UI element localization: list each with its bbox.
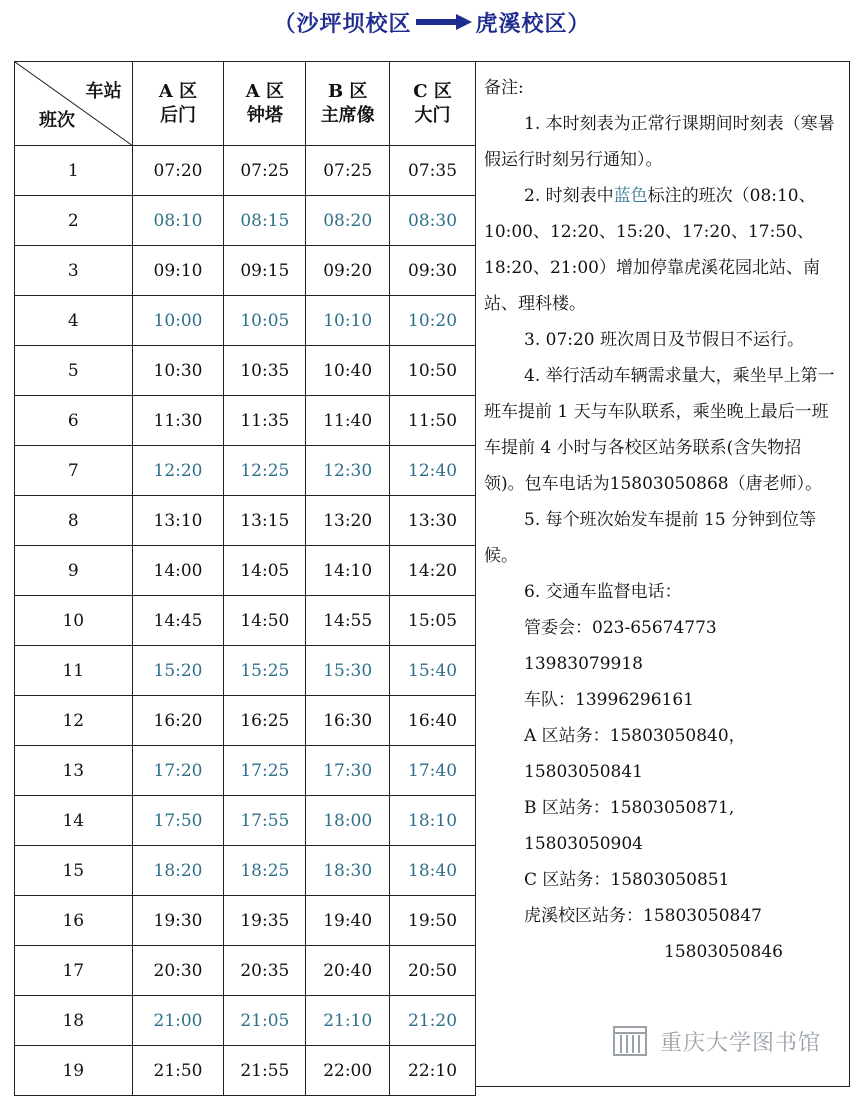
page-title xyxy=(273,7,590,38)
trip-number-cell: 2 xyxy=(15,196,133,246)
departure-time-cell: 18:10 xyxy=(390,796,476,846)
departure-time-cell: 20:50 xyxy=(390,946,476,996)
trip-number-cell: 15 xyxy=(15,846,133,896)
departure-time-cell: 19:50 xyxy=(390,896,476,946)
library-watermark xyxy=(610,1021,821,1061)
note-3: 3. 07:20 班次周日及节假日不运行。 xyxy=(524,330,805,350)
trip-number-cell: 7 xyxy=(15,446,133,496)
table-row xyxy=(15,546,476,596)
table-row xyxy=(15,846,476,896)
trip-number-cell: 4 xyxy=(15,296,133,346)
station-header xyxy=(306,62,390,146)
departure-time-cell: 15:25 xyxy=(224,646,306,696)
departure-time-cell: 19:40 xyxy=(306,896,390,946)
departure-time-cell: 10:10 xyxy=(306,296,390,346)
table-row xyxy=(15,296,476,346)
table-row xyxy=(15,346,476,396)
departure-time-cell: 17:20 xyxy=(132,746,224,796)
table-row xyxy=(15,446,476,496)
trip-number-cell: 5 xyxy=(15,346,133,396)
note-4: 4. 举行活动车辆需求量大，乘坐早上第一班车提前 1 天与车队联系，乘坐晚上最后一班车提前 4 小时与各校区站务联系(含失物招领)。包车电话为15803050868（唐老师）。 xyxy=(484,366,835,494)
departure-time-cell: 09:10 xyxy=(132,246,224,296)
trip-number-cell: 1 xyxy=(15,146,133,196)
note-2-text: 2. 时刻表中 xyxy=(524,186,614,206)
departure-time-cell: 20:40 xyxy=(306,946,390,996)
departure-time-cell: 22:10 xyxy=(390,1046,476,1096)
timetable-body xyxy=(15,146,476,1096)
departure-time-cell: 08:10 xyxy=(132,196,224,246)
trip-number-cell: 18 xyxy=(15,996,133,1046)
trip-number-cell: 19 xyxy=(15,1046,133,1096)
departure-time-cell: 11:50 xyxy=(390,396,476,446)
departure-time-cell: 15:30 xyxy=(306,646,390,696)
table-row xyxy=(15,746,476,796)
departure-time-cell: 13:20 xyxy=(306,496,390,546)
contact-line: 车队：13996296161 xyxy=(524,690,694,710)
station-zone: A 区 xyxy=(158,80,198,102)
title-bar xyxy=(0,0,864,44)
departure-time-cell: 17:55 xyxy=(224,796,306,846)
table-row xyxy=(15,646,476,696)
departure-time-cell: 11:35 xyxy=(224,396,306,446)
departure-time-cell: 17:30 xyxy=(306,746,390,796)
title-from: （沙坪坝校区 xyxy=(273,11,412,37)
departure-time-cell: 17:40 xyxy=(390,746,476,796)
departure-time-cell: 15:20 xyxy=(132,646,224,696)
departure-time-cell: 09:20 xyxy=(306,246,390,296)
trip-number-cell: 17 xyxy=(15,946,133,996)
departure-time-cell: 19:35 xyxy=(224,896,306,946)
departure-time-cell: 21:10 xyxy=(306,996,390,1046)
departure-time-cell: 21:50 xyxy=(132,1046,224,1096)
station-header xyxy=(224,62,306,146)
trip-number-cell: 16 xyxy=(15,896,133,946)
departure-time-cell: 16:40 xyxy=(390,696,476,746)
note-1: 1. 本时刻表为正常行课期间时刻表（寒暑假运行时刻另行通知）。 xyxy=(484,114,835,170)
departure-time-cell: 14:50 xyxy=(224,596,306,646)
departure-time-cell: 12:40 xyxy=(390,446,476,496)
contact-line: 虎溪校区站务：15803050847 xyxy=(524,906,762,926)
station-name: 大门 xyxy=(414,104,451,126)
departure-time-cell: 14:55 xyxy=(306,596,390,646)
departure-time-cell: 10:40 xyxy=(306,346,390,396)
contact-line: 管委会：023-65674773 13983079918 xyxy=(524,618,717,674)
contact-line: B 区站务：15803050871, 15803050904 xyxy=(524,798,735,854)
notes-panel xyxy=(476,61,850,1087)
departure-time-cell: 07:25 xyxy=(306,146,390,196)
departure-time-cell: 18:00 xyxy=(306,796,390,846)
trip-number-cell: 14 xyxy=(15,796,133,846)
trip-number-cell: 8 xyxy=(15,496,133,546)
right-arrow-icon xyxy=(416,14,472,30)
departure-time-cell: 13:30 xyxy=(390,496,476,546)
contact-line: C 区站务：15803050851 xyxy=(524,870,730,890)
departure-time-cell: 21:20 xyxy=(390,996,476,1046)
departure-time-cell: 17:50 xyxy=(132,796,224,846)
note-6: 6. 交通车监督电话： xyxy=(524,582,682,602)
departure-time-cell: 18:30 xyxy=(306,846,390,896)
station-zone: C 区 xyxy=(413,80,452,102)
note-5: 5. 每个班次始发车提前 15 分钟到位等候。 xyxy=(484,510,817,566)
table-row xyxy=(15,496,476,546)
departure-time-cell: 08:20 xyxy=(306,196,390,246)
trip-number-cell: 10 xyxy=(15,596,133,646)
note-2-blue-word: 蓝色 xyxy=(613,186,648,206)
departure-time-cell: 18:40 xyxy=(390,846,476,896)
table-row xyxy=(15,246,476,296)
station-zone: B 区 xyxy=(327,80,368,102)
departure-time-cell: 14:45 xyxy=(132,596,224,646)
note-2 xyxy=(484,178,839,322)
trip-number-cell: 3 xyxy=(15,246,133,296)
table-row xyxy=(15,146,476,196)
departure-time-cell: 20:35 xyxy=(224,946,306,996)
departure-time-cell: 14:00 xyxy=(132,546,224,596)
departure-time-cell: 21:00 xyxy=(132,996,224,1046)
title-to: 虎溪校区） xyxy=(475,11,591,37)
table-row xyxy=(15,596,476,646)
table-row xyxy=(15,696,476,746)
notes-heading: 备注: xyxy=(484,78,524,98)
departure-time-cell: 10:05 xyxy=(224,296,306,346)
contact-line: 15803050846 xyxy=(664,942,783,962)
departure-time-cell: 21:05 xyxy=(224,996,306,1046)
departure-time-cell: 10:30 xyxy=(132,346,224,396)
departure-time-cell: 15:05 xyxy=(390,596,476,646)
departure-time-cell: 10:50 xyxy=(390,346,476,396)
departure-time-cell: 12:25 xyxy=(224,446,306,496)
station-header xyxy=(390,62,476,146)
departure-time-cell: 10:20 xyxy=(390,296,476,346)
departure-time-cell: 14:10 xyxy=(306,546,390,596)
departure-time-cell: 18:25 xyxy=(224,846,306,896)
table-row xyxy=(15,196,476,246)
station-name: 后门 xyxy=(160,104,196,126)
departure-time-cell: 13:10 xyxy=(132,496,224,546)
note-2-text-rest: 标注的班次（08:10、10:00、12:20、15:20、17:20、17:50、18:20、21:00）增加停靠虎溪花园北站、南站、理科楼。 xyxy=(484,186,820,314)
departure-time-cell: 15:40 xyxy=(390,646,476,696)
departure-time-cell: 16:30 xyxy=(306,696,390,746)
departure-time-cell: 20:30 xyxy=(132,946,224,996)
contact-line: A 区站务：15803050840，15803050841 xyxy=(524,726,746,782)
departure-time-cell: 09:15 xyxy=(224,246,306,296)
station-name: 主席像 xyxy=(320,104,375,126)
table-row xyxy=(15,396,476,446)
library-logo-icon xyxy=(610,1021,650,1061)
trip-number-cell: 11 xyxy=(15,646,133,696)
station-header xyxy=(132,62,224,146)
table-row xyxy=(15,946,476,996)
departure-time-cell: 11:30 xyxy=(132,396,224,446)
table-row xyxy=(15,896,476,946)
trip-axis-label: 班次 xyxy=(39,110,75,131)
trip-number-cell: 6 xyxy=(15,396,133,446)
timetable xyxy=(14,61,476,1096)
departure-time-cell: 07:35 xyxy=(390,146,476,196)
watermark-text: 重庆大学图书馆 xyxy=(660,1030,822,1056)
departure-time-cell: 09:30 xyxy=(390,246,476,296)
table-row xyxy=(15,796,476,846)
departure-time-cell: 12:20 xyxy=(132,446,224,496)
departure-time-cell: 16:25 xyxy=(224,696,306,746)
departure-time-cell: 08:30 xyxy=(390,196,476,246)
station-zone: A 区 xyxy=(245,80,284,102)
table-row xyxy=(15,1046,476,1096)
station-axis-label: 车站 xyxy=(85,81,122,102)
departure-time-cell: 07:20 xyxy=(132,146,224,196)
departure-time-cell: 13:15 xyxy=(224,496,306,546)
departure-time-cell: 08:15 xyxy=(224,196,306,246)
departure-time-cell: 14:05 xyxy=(224,546,306,596)
table-row xyxy=(15,996,476,1046)
trip-number-cell: 9 xyxy=(15,546,133,596)
departure-time-cell: 16:20 xyxy=(132,696,224,746)
trip-number-cell: 12 xyxy=(15,696,133,746)
table-header-row xyxy=(15,62,476,146)
departure-time-cell: 07:25 xyxy=(224,146,306,196)
corner-header-cell xyxy=(15,62,133,146)
departure-time-cell: 14:20 xyxy=(390,546,476,596)
departure-time-cell: 10:00 xyxy=(132,296,224,346)
departure-time-cell: 12:30 xyxy=(306,446,390,496)
trip-number-cell: 13 xyxy=(15,746,133,796)
departure-time-cell: 21:55 xyxy=(224,1046,306,1096)
departure-time-cell: 17:25 xyxy=(224,746,306,796)
departure-time-cell: 22:00 xyxy=(306,1046,390,1096)
station-name: 钟塔 xyxy=(246,104,283,126)
departure-time-cell: 19:30 xyxy=(132,896,224,946)
departure-time-cell: 10:35 xyxy=(224,346,306,396)
departure-time-cell: 18:20 xyxy=(132,846,224,896)
departure-time-cell: 11:40 xyxy=(306,396,390,446)
